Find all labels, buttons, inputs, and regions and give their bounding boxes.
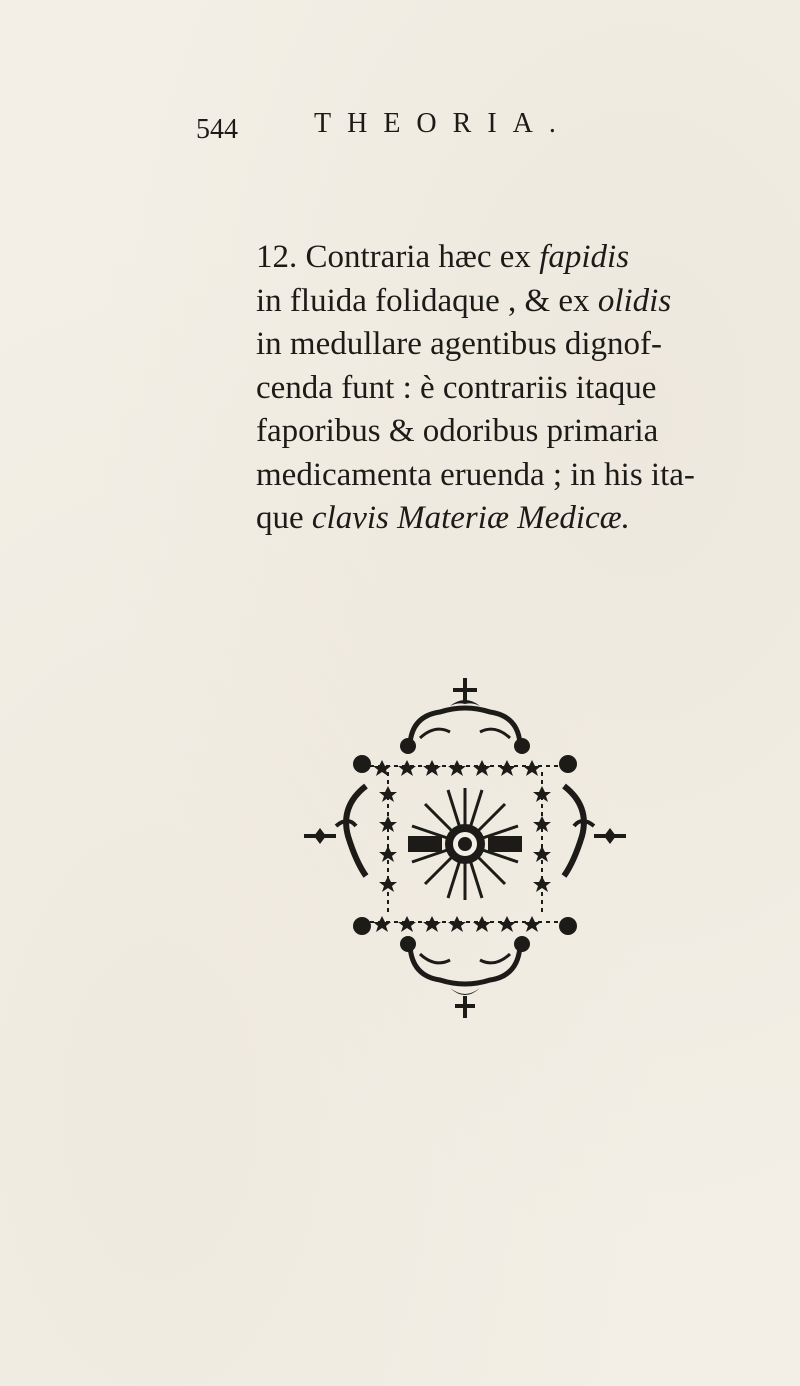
page-number: 544: [196, 114, 238, 145]
text-line: [256, 323, 776, 367]
text-line: [256, 454, 776, 498]
text-run: 12. Contraria hæc ex: [256, 239, 540, 275]
text-line: [256, 367, 776, 411]
text-run: faporibus & odoribus primaria: [256, 413, 659, 449]
printers-ornament-icon: [300, 676, 630, 1026]
text-line: [256, 497, 776, 541]
paragraph-12: [256, 236, 776, 541]
text-line: [256, 236, 776, 280]
running-title: THEORIA.: [314, 108, 572, 139]
text-run: in fluida folidaque , & ex: [256, 282, 598, 319]
text-run: medicamenta eruenda ; in his ita-: [256, 456, 695, 493]
text-line: [256, 410, 776, 454]
running-head: [196, 108, 696, 152]
text-run: que: [256, 500, 312, 536]
text-run: in medullare agentibus dignof-: [256, 326, 662, 362]
text-run-italic: olidis: [597, 282, 672, 319]
text-run-italic: clavis Materiæ Medicæ.: [311, 500, 630, 536]
text-line: [256, 280, 776, 324]
text-run: cenda funt : è contrariis itaque: [256, 369, 657, 406]
text-run-italic: fapidis: [539, 239, 630, 275]
